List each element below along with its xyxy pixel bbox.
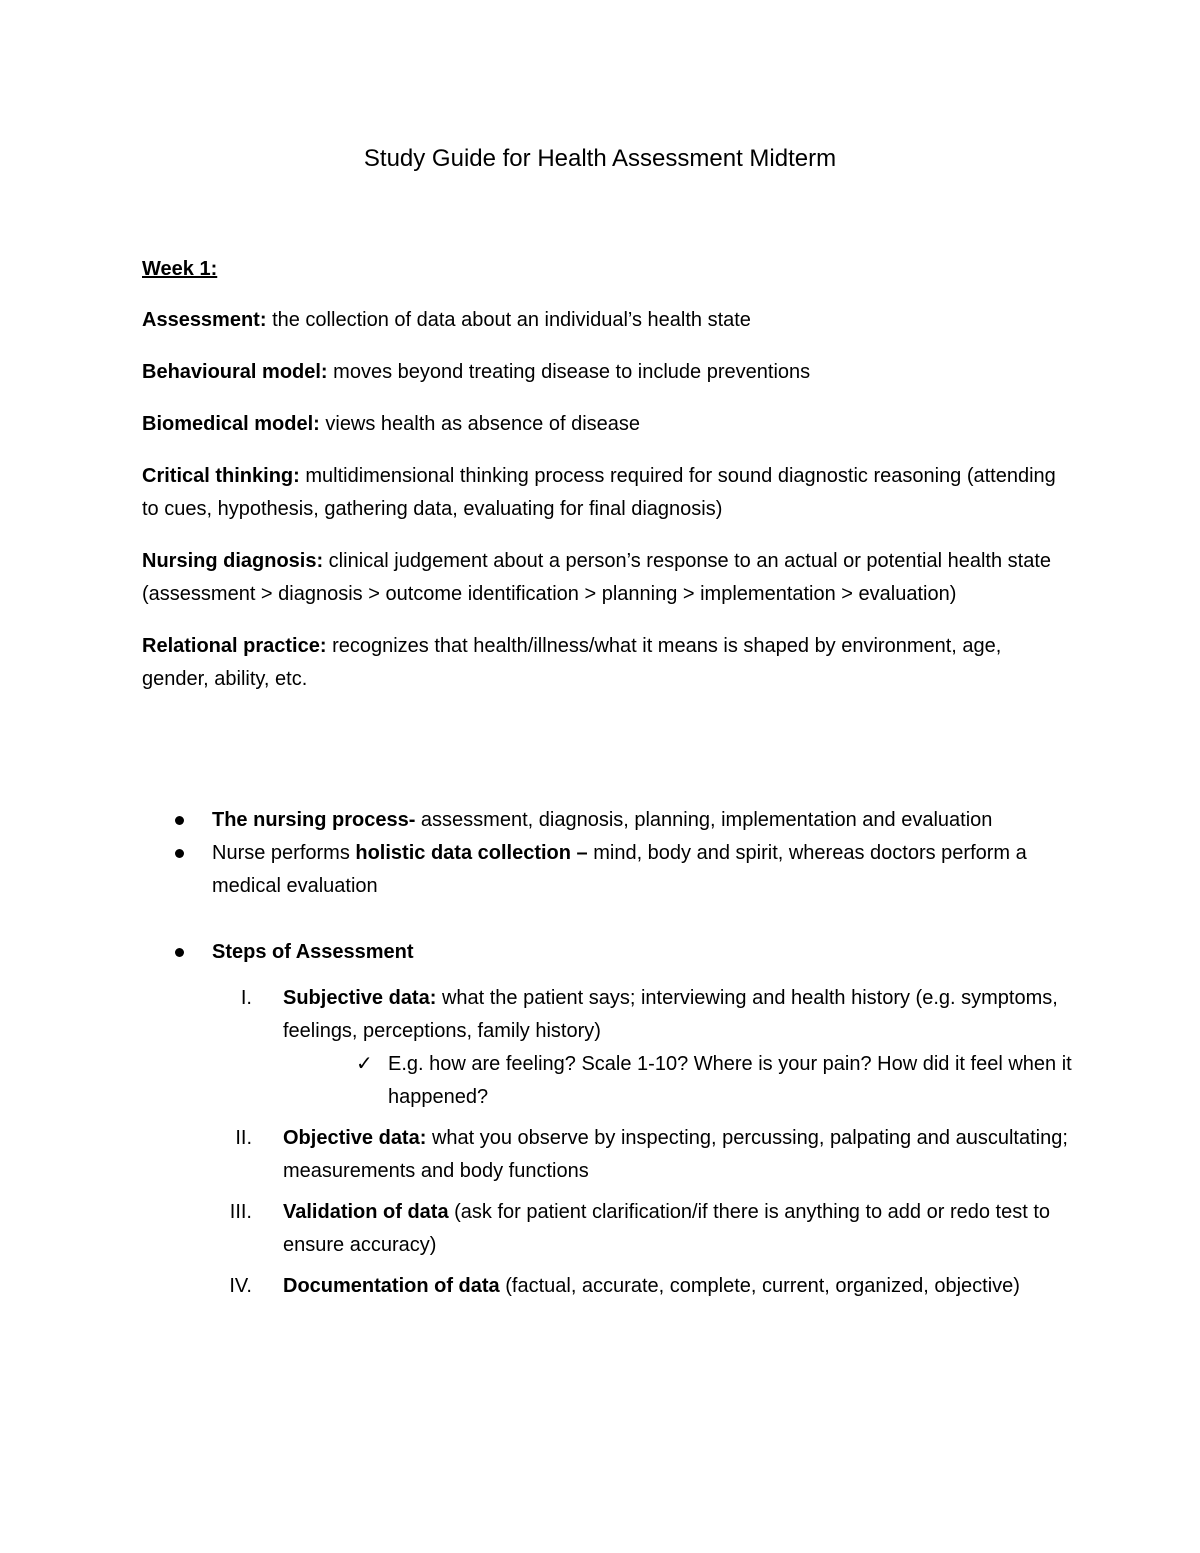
bullet-text: mind, body and spirit, whereas doctors perform a medical evaluation [212,842,1027,897]
step-number: III. [229,1201,252,1223]
page-title: Study Guide for Health Assessment Midterm [363,145,837,172]
step-objective-data [142,1122,1072,1188]
definition-term: Biomedical model: [142,413,320,435]
step-text: what you observe by inspecting, percussing, palpating and auscultating; measurements and body functions [283,1127,1068,1182]
step-number: IV. [229,1275,252,1297]
definition-text: the collection of data about an individual’s health state [266,309,751,331]
week-heading: Week 1: [142,258,218,280]
bullet-bold: Steps of Assessment [212,941,414,963]
check-item-text: E.g. how are feeling? Scale 1-10? Where is your pain? How did it feel when it happened? [388,1053,1072,1108]
bullet-dot-icon [175,849,184,858]
bullet-pre: Nurse performs [212,842,356,864]
step-text: (ask for patient clarification/if there is anything to add or redo test to ensure accuracy) [283,1201,1051,1256]
definition-biomedical-model [142,408,1072,441]
bullet-holistic-data [142,837,1072,903]
definition-behavioural-model [142,356,1072,389]
bullet-list [142,804,1072,969]
step-bold: Validation of data [283,1201,449,1223]
step-number: I. [240,987,252,1009]
step-text: what the patient says; interviewing and health history (e.g. symptoms, feelings, perceptions, family history) [283,987,1058,1042]
definition-term: Critical thinking: [142,465,300,487]
bullet-bold: The nursing process- [212,809,416,831]
definition-text: views health as absence of disease [319,413,641,435]
bullet-dot-icon [175,816,184,825]
definition-term: Nursing diagnosis: [142,550,324,572]
definition-text: recognizes that health/illness/what it means is shaped by environment, age, gender, ability, etc. [142,635,1002,690]
bullet-nursing-process [142,804,1072,837]
definition-assessment [142,304,1072,337]
check-item [142,1048,1072,1114]
step-documentation-of-data [142,1270,1072,1303]
definition-term: Relational practice: [142,635,327,657]
definition-text: moves beyond treating disease to include preventions [327,361,811,383]
step-text: (factual, accurate, complete, current, organized, objective) [499,1275,1020,1297]
step-validation-of-data [142,1196,1072,1262]
bullet-steps-of-assessment [142,936,1072,969]
step-bold: Objective data: [283,1127,427,1149]
step-bold: Documentation of data [283,1275,500,1297]
definition-text: multidimensional thinking process required for sound diagnostic reasoning (attending to cues, hypothesis, gathering data, evaluating for final diagnosis) [142,465,1056,520]
step-subjective-data [142,982,1072,1048]
bullet-text: assessment, diagnosis, planning, implementation and evaluation [415,809,993,831]
bullet-dot-icon [175,948,184,957]
checkmark-icon: ✓ [356,1053,373,1075]
definition-critical-thinking [142,460,1072,526]
definition-text: clinical judgement about a person’s response to an actual or potential health state (assessment > diagnosis > outcome identification > planning > implementation > evaluation) [142,550,1052,605]
definition-nursing-diagnosis [142,545,1072,611]
step-bold: Subjective data: [283,987,437,1009]
definitions-list [142,304,1072,715]
step-number: II. [235,1127,252,1149]
steps-list [142,982,1072,1311]
definition-term: Behavioural model: [142,361,328,383]
definition-term: Assessment: [142,309,267,331]
definition-relational-practice [142,630,1072,696]
bullet-bold: holistic data collection – [355,842,588,864]
